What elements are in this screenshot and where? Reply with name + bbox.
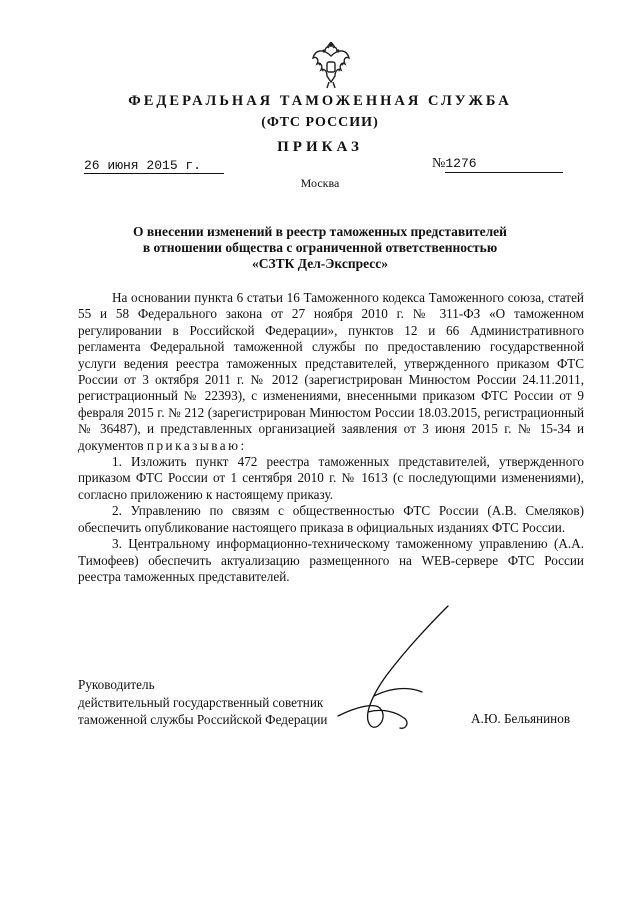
subject-line-1: О внесении изменений в реестр таможенных представителей <box>133 224 507 239</box>
document-type-title: ПРИКАЗ <box>277 139 363 155</box>
signatory-name: А.Ю. Бельянинов <box>471 711 571 726</box>
subject-line-3: «СЗТК Дел-Экспресс» <box>251 256 389 271</box>
order-subject <box>0 224 640 272</box>
order-word: приказываю: <box>146 437 247 453</box>
coat-of-arms-icon <box>311 42 351 90</box>
handwritten-signature <box>330 600 480 740</box>
order-date: 26 июня 2015 г. <box>84 158 224 174</box>
order-number-value: 1276 <box>445 156 563 173</box>
order-item-1: 1. Изложить пункт 472 реестра таможенных представителей, утвержденного приказом ФТС России от 1 сентября 2010 г. № 1613 (с последующими изменениями), согласно приложению к настоящему приказу. <box>78 454 584 502</box>
order-body <box>78 290 584 585</box>
signatory-title-line-2: действительный государственный советник <box>78 694 324 710</box>
order-item-2: 2. Управлению по связям с общественностью ФТС России (А.В. Смеляков) обеспечить опубликование настоящего приказа в официальных изданиях ФТС России. <box>78 503 584 535</box>
order-number <box>432 156 563 173</box>
order-item-3: 3. Центральному информационно-техническому таможенному управлению (А.А. Тимофеев) обеспечить актуализацию размещенного на WEB-сервере ФТС России реестра таможенных представителей. <box>78 536 584 584</box>
order-city: Москва <box>300 176 340 190</box>
subject-line-2: в отношении общества с ограниченной ответственностью <box>142 240 498 255</box>
preamble-paragraph <box>78 290 584 454</box>
order-number-prefix: № <box>432 156 446 171</box>
preamble-text: На основании пункта 6 статьи 16 Таможенного кодекса Таможенного союза, статей 55 и 58 Федерального закона от 27 ноября 2010 г. № 311-ФЗ «О таможенном регулировании в Российской Федерации», пунктов 12 и 66 Административного регламента Федеральной таможенной службы по предоставлению государственной услуги ведения реестра таможенных представителей, утвержденного приказом ФТС России от 3 октября 2011 г. № 2012 (зарегистрирован Минюстом России 24.11.2011, регистрационный № 22393), с изменениями, внесенными приказом ФТС России от 9 февраля 2015 г. № 212 (зарегистрирован Минюстом России 18.03.2015, регистрационный № 36487), и представленных организацией заявления от 3 июня 2015 г. № 15-34 и документов <box>78 290 584 453</box>
signatory-title-line-1: Руководитель <box>78 677 155 692</box>
agency-short-name: (ФТС РОССИИ) <box>261 115 379 130</box>
signatory-title-line-3: таможенной службы Российской Федерации <box>78 712 328 727</box>
agency-name: ФЕДЕРАЛЬНАЯ ТАМОЖЕННАЯ СЛУЖБА <box>128 93 512 109</box>
signatory-title <box>78 676 327 729</box>
